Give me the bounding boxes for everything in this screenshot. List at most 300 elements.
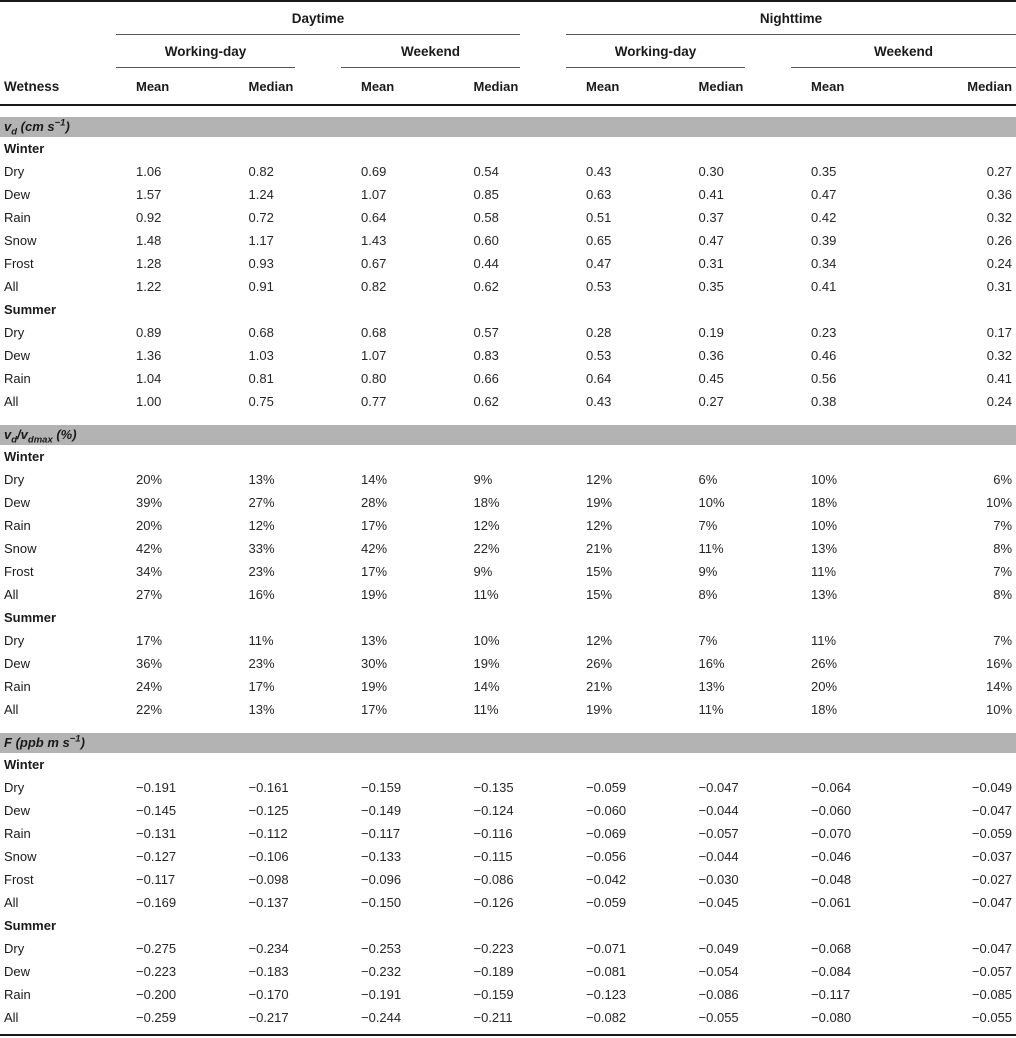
value-cell: 8%: [993, 587, 1013, 602]
value-cell: −0.124: [473, 803, 514, 818]
value-cell: 0.35: [811, 164, 837, 179]
spacer-cell: [0, 1029, 1016, 1035]
value-cell: 0.46: [811, 348, 837, 363]
table-row: [0, 183, 1016, 206]
table-row: [0, 776, 1016, 799]
row-label: All: [4, 1010, 19, 1025]
value-cell: −0.096: [361, 872, 402, 887]
value-cell: 10%: [811, 472, 838, 487]
section-title: [0, 733, 1016, 753]
value-cell: 0.30: [698, 164, 724, 179]
value-cell: 1.28: [136, 256, 162, 271]
value-cell: 0.64: [586, 371, 612, 386]
table-row: [0, 629, 1016, 652]
value-cell: 10%: [698, 495, 725, 510]
value-cell: 0.82: [248, 164, 274, 179]
value-cell: −0.037: [971, 849, 1013, 864]
value-cell: 11%: [698, 702, 724, 717]
row-label: Dry: [4, 164, 25, 179]
value-cell: −0.045: [698, 895, 739, 910]
value-cell: −0.047: [971, 895, 1013, 910]
value-cell: −0.048: [811, 872, 852, 887]
spacer-row: [0, 1029, 1016, 1035]
season-row: [0, 137, 1016, 160]
mean-header: Mean: [116, 68, 229, 105]
value-cell: −0.149: [361, 803, 402, 818]
table-row: [0, 491, 1016, 514]
value-cell: 1.48: [136, 233, 162, 248]
row-label: Dew: [4, 495, 31, 510]
value-cell: −0.054: [698, 964, 739, 979]
value-cell: 0.19: [698, 325, 724, 340]
value-cell: 23%: [248, 656, 275, 671]
nighttime-workingday-header: Working-day: [566, 38, 745, 68]
value-cell: 1.43: [361, 233, 387, 248]
value-cell: 0.62: [473, 394, 499, 409]
value-cell: −0.117: [811, 987, 851, 1002]
value-cell: 0.56: [811, 371, 837, 386]
table-row: [0, 937, 1016, 960]
daytime-workingday-header: Working-day: [116, 38, 295, 68]
value-cell: −0.232: [361, 964, 402, 979]
section-title-segment: −1: [54, 117, 66, 129]
value-cell: 0.39: [811, 233, 837, 248]
value-cell: −0.117: [136, 872, 176, 887]
value-cell: 0.53: [586, 348, 612, 363]
value-cell: 0.47: [698, 233, 724, 248]
value-cell: 0.75: [248, 394, 274, 409]
section-title-segment: (cm s: [17, 119, 55, 134]
value-cell: −0.183: [248, 964, 289, 979]
row-label: Dry: [4, 780, 25, 795]
value-cell: 9%: [473, 472, 493, 487]
value-cell: −0.086: [473, 872, 514, 887]
value-cell: −0.057: [971, 964, 1013, 979]
season-row: [0, 445, 1016, 468]
spacer-row: [0, 105, 1016, 117]
section-title: [0, 117, 1016, 137]
value-cell: 42%: [361, 541, 388, 556]
season-row-filler: [116, 753, 1016, 776]
table-row: [0, 344, 1016, 367]
value-cell: −0.030: [698, 872, 739, 887]
value-cell: 1.17: [248, 233, 274, 248]
value-cell: −0.059: [586, 780, 627, 795]
value-cell: 0.27: [698, 394, 724, 409]
value-cell: −0.131: [136, 826, 177, 841]
value-cell: 1.24: [248, 187, 274, 202]
value-cell: 12%: [586, 472, 613, 487]
value-cell: −0.085: [971, 987, 1013, 1002]
value-cell: −0.234: [248, 941, 289, 956]
value-cell: 20%: [136, 472, 163, 487]
value-cell: −0.135: [473, 780, 514, 795]
section-header-bar: [0, 117, 1016, 137]
row-label: Dry: [4, 325, 25, 340]
value-cell: −0.061: [811, 895, 852, 910]
value-cell: −0.059: [586, 895, 627, 910]
value-cell: 0.42: [811, 210, 837, 225]
value-cell: 0.24: [986, 394, 1013, 409]
value-cell: 0.35: [698, 279, 724, 294]
column-header-row: [0, 68, 1016, 105]
value-cell: 14%: [473, 679, 500, 694]
row-label: Dry: [4, 633, 25, 648]
spacer-cell: [0, 721, 1016, 733]
mean-header: Mean: [341, 68, 454, 105]
section-header-bar: [0, 733, 1016, 753]
value-cell: 0.68: [248, 325, 274, 340]
value-cell: −0.137: [248, 895, 289, 910]
median-header: Median: [454, 68, 567, 105]
value-cell: 0.83: [473, 348, 499, 363]
value-cell: 21%: [586, 679, 613, 694]
value-cell: −0.084: [811, 964, 852, 979]
value-cell: 42%: [136, 541, 163, 556]
value-cell: 0.72: [248, 210, 274, 225]
table-row: [0, 252, 1016, 275]
value-cell: −0.116: [473, 826, 513, 841]
value-cell: −0.211: [473, 1010, 513, 1025]
value-cell: 39%: [136, 495, 163, 510]
value-cell: 0.28: [586, 325, 612, 340]
value-cell: 0.68: [361, 325, 387, 340]
value-cell: 26%: [586, 656, 613, 671]
value-cell: −0.070: [811, 826, 852, 841]
value-cell: 0.17: [986, 325, 1013, 340]
row-label: Dew: [4, 964, 31, 979]
daytime-weekend-header: Weekend: [341, 38, 520, 68]
section-title-segment: v: [20, 427, 28, 442]
value-cell: 0.89: [136, 325, 162, 340]
value-cell: −0.055: [698, 1010, 739, 1025]
table-row: [0, 321, 1016, 344]
value-cell: −0.056: [586, 849, 627, 864]
season-row-filler: [116, 914, 1016, 937]
sub-group-row: [0, 35, 1016, 68]
value-cell: 0.81: [248, 371, 274, 386]
row-label: Dew: [4, 656, 31, 671]
value-cell: −0.275: [136, 941, 177, 956]
value-cell: 0.37: [698, 210, 724, 225]
value-cell: 12%: [473, 518, 500, 533]
value-cell: 7%: [993, 633, 1013, 648]
value-cell: 0.31: [986, 279, 1013, 294]
value-cell: 12%: [586, 518, 613, 533]
mean-header: Mean: [791, 68, 904, 105]
spacer-cell: [0, 413, 1016, 425]
value-cell: 0.51: [586, 210, 612, 225]
value-cell: 0.47: [811, 187, 837, 202]
value-cell: 13%: [248, 702, 275, 717]
value-cell: 1.03: [248, 348, 274, 363]
value-cell: −0.069: [586, 826, 627, 841]
value-cell: 27%: [136, 587, 163, 602]
value-cell: 11%: [473, 702, 499, 717]
value-cell: −0.244: [361, 1010, 402, 1025]
value-cell: −0.253: [361, 941, 402, 956]
row-label: Dew: [4, 348, 31, 363]
value-cell: 0.80: [361, 371, 387, 386]
value-cell: 0.41: [698, 187, 724, 202]
value-cell: −0.191: [136, 780, 177, 795]
row-label: Rain: [4, 826, 31, 841]
value-cell: 26%: [811, 656, 838, 671]
value-cell: −0.223: [473, 941, 514, 956]
value-cell: −0.046: [811, 849, 852, 864]
value-cell: −0.044: [698, 849, 739, 864]
value-cell: 18%: [811, 702, 838, 717]
row-label: All: [4, 394, 19, 409]
value-cell: −0.133: [361, 849, 402, 864]
value-cell: 11%: [698, 541, 724, 556]
value-cell: −0.080: [811, 1010, 852, 1025]
value-cell: 11%: [248, 633, 274, 648]
section-title-segment: (%): [52, 427, 77, 442]
value-cell: −0.068: [811, 941, 852, 956]
value-cell: −0.086: [698, 987, 739, 1002]
section-header-bar: [0, 425, 1016, 445]
wetness-header: Wetness: [0, 68, 116, 105]
table-row: [0, 160, 1016, 183]
value-cell: 20%: [811, 679, 838, 694]
season-row: [0, 753, 1016, 776]
value-cell: 0.93: [248, 256, 274, 271]
table-row: [0, 206, 1016, 229]
row-label: Frost: [4, 564, 34, 579]
value-cell: −0.081: [586, 964, 627, 979]
value-cell: 22%: [473, 541, 500, 556]
value-cell: −0.060: [586, 803, 627, 818]
value-cell: 0.47: [586, 256, 612, 271]
value-cell: 7%: [698, 518, 718, 533]
value-cell: 16%: [986, 656, 1013, 671]
value-cell: −0.161: [248, 780, 289, 795]
value-cell: 0.54: [473, 164, 499, 179]
row-label: Dry: [4, 472, 25, 487]
value-cell: 10%: [811, 518, 838, 533]
spacer-cell: [0, 105, 1016, 117]
value-cell: 27%: [248, 495, 275, 510]
value-cell: −0.055: [971, 1010, 1013, 1025]
value-cell: 7%: [993, 564, 1013, 579]
value-cell: 0.38: [811, 394, 837, 409]
value-cell: −0.200: [136, 987, 177, 1002]
value-cell: 0.77: [361, 394, 387, 409]
value-cell: 0.53: [586, 279, 612, 294]
row-label: Dry: [4, 941, 25, 956]
season-label: Summer: [4, 918, 57, 933]
row-label: Dew: [4, 187, 31, 202]
value-cell: 0.24: [986, 256, 1013, 271]
table-row: [0, 698, 1016, 721]
season-row-filler: [116, 445, 1016, 468]
row-label: Frost: [4, 872, 34, 887]
value-cell: 0.62: [473, 279, 499, 294]
value-cell: 1.04: [136, 371, 162, 386]
value-cell: 13%: [248, 472, 275, 487]
value-cell: −0.047: [971, 803, 1013, 818]
mean-header: Mean: [566, 68, 679, 105]
value-cell: 0.69: [361, 164, 387, 179]
value-cell: −0.125: [248, 803, 289, 818]
value-cell: 7%: [698, 633, 718, 648]
value-cell: 0.65: [586, 233, 612, 248]
season-row-filler: [116, 606, 1016, 629]
table-row: [0, 983, 1016, 1006]
value-cell: 0.67: [361, 256, 387, 271]
value-cell: 22%: [136, 702, 163, 717]
value-cell: 16%: [248, 587, 275, 602]
value-cell: −0.189: [473, 964, 514, 979]
value-cell: 12%: [586, 633, 613, 648]
section-title-segment: −1: [69, 733, 81, 745]
value-cell: −0.127: [136, 849, 177, 864]
value-cell: 0.36: [986, 187, 1013, 202]
table-row: [0, 367, 1016, 390]
value-cell: 17%: [136, 633, 163, 648]
section-title-segment: v: [4, 119, 12, 134]
value-cell: 0.41: [811, 279, 837, 294]
value-cell: 0.32: [986, 348, 1013, 363]
value-cell: 17%: [361, 702, 388, 717]
value-cell: 0.43: [586, 394, 612, 409]
section-title-segment: (ppb m s: [11, 735, 70, 750]
corner-blank: [0, 1, 116, 35]
value-cell: 0.60: [473, 233, 499, 248]
value-cell: −0.049: [698, 941, 739, 956]
value-cell: 0.31: [698, 256, 724, 271]
row-label: All: [4, 895, 19, 910]
value-cell: 13%: [698, 679, 725, 694]
value-cell: −0.049: [971, 780, 1013, 795]
table-row: [0, 229, 1016, 252]
median-header: Median: [679, 68, 792, 105]
table-row: [0, 514, 1016, 537]
value-cell: 0.41: [986, 371, 1013, 386]
value-cell: −0.060: [811, 803, 852, 818]
value-cell: −0.112: [248, 826, 288, 841]
row-label: Rain: [4, 679, 31, 694]
row-label: Snow: [4, 233, 37, 248]
season-label: Winter: [4, 449, 45, 464]
section-title-segment: ): [65, 119, 70, 134]
table-row: [0, 822, 1016, 845]
value-cell: 1.07: [361, 187, 387, 202]
value-cell: −0.259: [136, 1010, 177, 1025]
value-cell: −0.044: [698, 803, 739, 818]
value-cell: 19%: [586, 495, 613, 510]
value-cell: 0.27: [986, 164, 1013, 179]
section-title-segment: d: [11, 434, 18, 446]
season-row-filler: [116, 298, 1016, 321]
section-title: [0, 425, 1016, 445]
value-cell: 1.57: [136, 187, 162, 202]
top-group-row: [0, 1, 1016, 35]
table-row: [0, 960, 1016, 983]
value-cell: 0.44: [473, 256, 499, 271]
value-cell: 19%: [361, 679, 388, 694]
value-cell: 9%: [473, 564, 493, 579]
value-cell: 33%: [248, 541, 275, 556]
table-row: [0, 1006, 1016, 1029]
table-row: [0, 652, 1016, 675]
value-cell: 1.00: [136, 394, 162, 409]
row-label: Rain: [4, 371, 31, 386]
value-cell: −0.047: [971, 941, 1013, 956]
value-cell: −0.217: [248, 1010, 289, 1025]
table-row: [0, 891, 1016, 914]
value-cell: −0.159: [473, 987, 514, 1002]
table-row: [0, 799, 1016, 822]
season-row: [0, 914, 1016, 937]
daytime-header: Daytime: [116, 5, 520, 35]
value-cell: 0.82: [361, 279, 387, 294]
value-cell: 1.22: [136, 279, 162, 294]
table-row: [0, 675, 1016, 698]
value-cell: 15%: [586, 587, 613, 602]
value-cell: 1.06: [136, 164, 162, 179]
value-cell: 28%: [361, 495, 388, 510]
value-cell: −0.059: [971, 826, 1013, 841]
value-cell: −0.057: [698, 826, 739, 841]
value-cell: 9%: [698, 564, 718, 579]
value-cell: 16%: [698, 656, 725, 671]
value-cell: −0.117: [361, 826, 401, 841]
median-header: Median: [229, 68, 342, 105]
value-cell: −0.047: [698, 780, 739, 795]
value-cell: 21%: [586, 541, 613, 556]
value-cell: 0.32: [986, 210, 1013, 225]
value-cell: −0.170: [248, 987, 289, 1002]
value-cell: 12%: [248, 518, 275, 533]
value-cell: 19%: [473, 656, 500, 671]
row-label: Rain: [4, 987, 31, 1002]
corner-blank: [0, 35, 116, 68]
table-row: [0, 390, 1016, 413]
value-cell: 23%: [248, 564, 275, 579]
value-cell: 17%: [361, 564, 388, 579]
section-title-segment: d: [11, 126, 18, 138]
value-cell: 0.26: [986, 233, 1013, 248]
value-cell: 14%: [361, 472, 388, 487]
spacer-row: [0, 413, 1016, 425]
value-cell: 17%: [361, 518, 388, 533]
value-cell: −0.191: [361, 987, 402, 1002]
section-title-segment: dmax: [27, 434, 53, 446]
value-cell: −0.106: [248, 849, 289, 864]
value-cell: 0.57: [473, 325, 499, 340]
value-cell: −0.098: [248, 872, 289, 887]
value-cell: 0.58: [473, 210, 499, 225]
value-cell: 19%: [361, 587, 388, 602]
value-cell: 13%: [811, 541, 838, 556]
value-cell: 19%: [586, 702, 613, 717]
section-title-segment: F: [4, 735, 12, 750]
value-cell: 10%: [986, 495, 1013, 510]
row-label: Rain: [4, 518, 31, 533]
value-cell: −0.071: [586, 941, 627, 956]
value-cell: 11%: [811, 633, 837, 648]
spacer-row: [0, 721, 1016, 733]
row-label: All: [4, 702, 19, 717]
nighttime-header: Nighttime: [566, 5, 1016, 35]
table-row: [0, 583, 1016, 606]
row-label: All: [4, 587, 19, 602]
value-cell: 0.63: [586, 187, 612, 202]
value-cell: 6%: [698, 472, 718, 487]
value-cell: 13%: [811, 587, 838, 602]
